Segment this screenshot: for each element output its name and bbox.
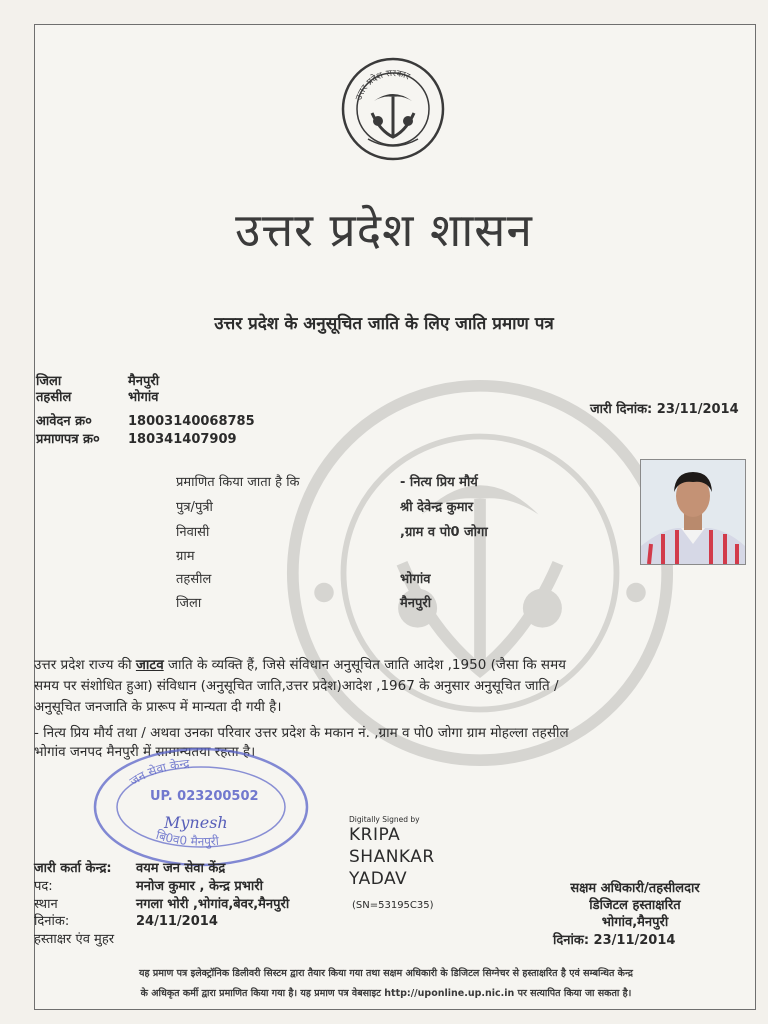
authority-date: दिनांक: 23/11/2014	[553, 933, 676, 948]
certificate-number: 180341407909	[128, 432, 237, 447]
centre-date-value: 24/11/2014	[136, 914, 218, 929]
state-emblem-logo	[338, 57, 448, 161]
stamp-ring-text: जन सेवा केन्द्र	[126, 756, 191, 789]
svg-text:उत्तर प्रदेश सरकार: उत्तर प्रदेश सरकार	[354, 68, 412, 102]
district-value: मैनपुरी	[128, 374, 160, 389]
issuer-label: जारी कर्ता केन्द्र:	[34, 861, 112, 876]
body-paragraph-4: - नित्य प्रिय मौर्य तथा / अथवा उनका परिवार उत्तर प्रदेश के मकान नं. ,ग्राम व पो0 जोगा ग्राम मोहल्ला तहसील	[34, 725, 569, 741]
field-tehsil-value: भोगांव	[400, 572, 431, 587]
signature-serial: (SN=53195C35)	[352, 900, 434, 911]
tehsil-value: भोगांव	[128, 390, 159, 405]
post-value: मनोज कुमार , केन्द्र प्रभारी	[136, 879, 263, 894]
field-tehsil-label: तहसील	[176, 572, 212, 587]
applicant-photo	[640, 459, 746, 565]
signer-name-line3: YADAV	[349, 869, 408, 889]
signer-name-line1: KRIPA	[349, 825, 401, 845]
field-district-value: मैनपुरी	[400, 596, 432, 611]
body-paragraph-3: अनुसूचित जनजाति के प्रारूप में मान्यता दी गयी है।	[34, 699, 282, 715]
footer-note-line1: यह प्रमाण पत्र इलेक्ट्रॉनिक डिलीवरी सिस्टम द्वारा तैयार किया गया तथा सक्षम अधिकारी के डिजिटल सिग्नेचर से हस्ताक्षरित है एवं सम्बन्धित केन्द्र	[139, 968, 633, 979]
certify-label: प्रमाणित किया जाता है कि	[176, 475, 300, 490]
resident-label: निवासी	[176, 525, 210, 540]
father-name: श्री देवेन्द्र कुमार	[400, 500, 474, 515]
resident-value: ,ग्राम व पो0 जोगा	[400, 525, 488, 540]
stamp-code: UP. 023200502	[150, 789, 259, 804]
centre-date-label: दिनांक:	[34, 914, 70, 929]
authority-title: सक्षम अधिकारी/तहसीलदार	[570, 881, 700, 896]
certificate-subtitle: उत्तर प्रदेश के अनुसूचित जाति के लिए जाति प्रमाण पत्र	[214, 314, 554, 334]
body-text: उत्तर प्रदेश राज्य की	[34, 657, 136, 673]
application-label: आवेदन क्र०	[36, 414, 92, 429]
son-of-label: पुत्र/पुत्री	[176, 500, 213, 515]
caste-name: जाटव	[135, 657, 164, 673]
post-label: पद:	[34, 879, 53, 894]
footer-note-line2: के अधिकृत कर्मी द्वारा प्रमाणित किया गया है। यह प्रमाण पत्र वेबसाइट http://uponline.up.nic.in पर सत्यापित किया जा सकता है।	[140, 988, 632, 999]
stamp-bottom-text: बि0व0 मैनपुरी	[154, 828, 220, 849]
page-title: उत्तर प्रदेश शासन	[235, 203, 533, 257]
body-text: जाति के व्यक्ति हैं, जिसे संविधान अनुसूचित जाति आदेश ,1950 (जैसा कि समय	[163, 657, 566, 673]
signer-name-line2: SHANKAR	[349, 847, 435, 867]
place-label: स्थान	[34, 897, 58, 912]
body-paragraph-5: भोगांव जनपद मैनपुरी में सामान्यतया रहता है।	[34, 744, 256, 760]
authority-place: भोगांव,मैनपुरी	[601, 915, 669, 930]
authority-digital: डिजिटल हस्ताक्षरित	[589, 898, 681, 913]
holder-name: - नित्य प्रिय मौर्य	[400, 475, 478, 490]
certificate-label: प्रमाणपत्र क्र०	[36, 432, 100, 447]
issuer-value: वयम जन सेवा केंद्र	[136, 861, 226, 876]
village-label: ग्राम	[176, 549, 195, 564]
digital-signature-label: Digitally Signed by	[349, 815, 420, 824]
district-label: जिला	[36, 374, 62, 389]
application-number: 18003140068785	[128, 414, 255, 429]
place-value: नगला भोरी ,भोगांव,बेवर,मैनपुरी	[136, 897, 290, 912]
field-district-label: जिला	[176, 596, 202, 611]
body-paragraph-2: समय पर संशोधित हुआ) संविधान (अनुसूचित जाति,उत्तर प्रदेश)आदेश ,1967 के अनुसार अनुसूचित जाति /	[34, 678, 559, 694]
centre-stamp-seal	[92, 746, 310, 868]
sign-seal-label: हस्ताक्षर एंव मुहर	[34, 932, 115, 947]
tehsil-label: तहसील	[36, 390, 72, 405]
body-paragraph-1	[34, 656, 746, 675]
stamp-signature: Mynesh	[164, 813, 228, 832]
issue-date: जारी दिनांक: 23/11/2014	[590, 402, 739, 417]
